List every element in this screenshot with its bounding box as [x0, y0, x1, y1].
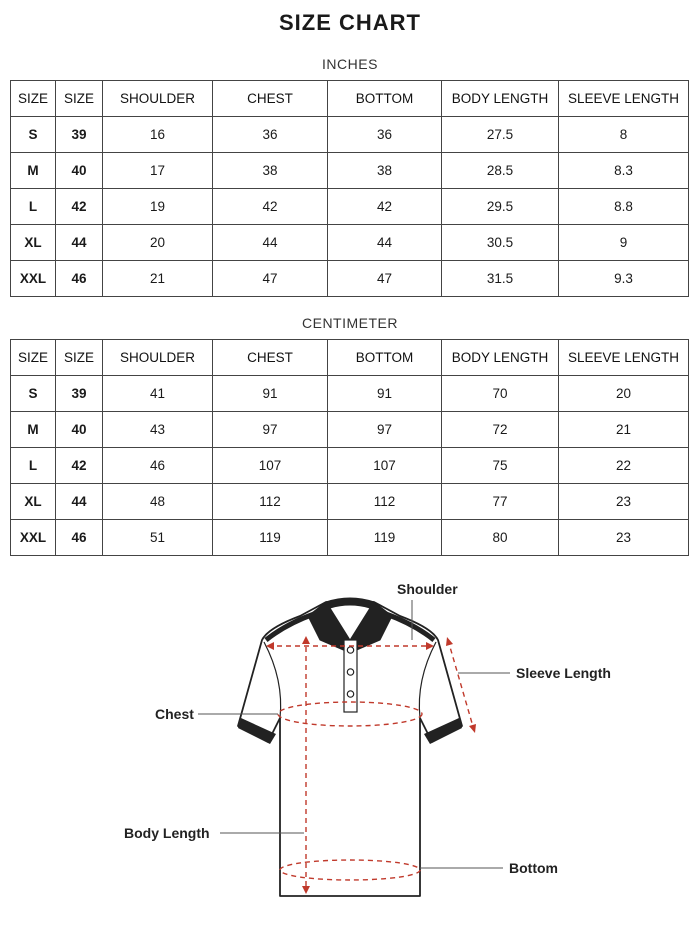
chest-label: Chest [155, 706, 194, 722]
measurement-cell: 38 [328, 153, 442, 189]
table-row [11, 520, 689, 556]
size-label-cell: S [11, 117, 56, 153]
measurement-cell: 19 [103, 189, 213, 225]
size-label-cell: L [11, 189, 56, 225]
column-header: BOTTOM [328, 340, 442, 376]
measurement-cell: 119 [213, 520, 328, 556]
measurement-cell: 51 [103, 520, 213, 556]
table-row [11, 448, 689, 484]
measurement-cell: 43 [103, 412, 213, 448]
table-row [11, 153, 689, 189]
measurement-cell: 23 [559, 520, 689, 556]
size-table-centimeter [10, 339, 689, 556]
measurement-cell: 91 [328, 376, 442, 412]
size-number-cell: 42 [56, 189, 103, 225]
column-header: SLEEVE LENGTH [559, 81, 689, 117]
measurement-cell: 107 [328, 448, 442, 484]
table-row [11, 189, 689, 225]
measurement-cell: 8.3 [559, 153, 689, 189]
table-caption-centimeter: CENTIMETER [302, 315, 398, 331]
measurement-cell: 80 [442, 520, 559, 556]
measurement-cell: 42 [328, 189, 442, 225]
size-number-cell: 46 [56, 520, 103, 556]
measurement-cell: 75 [442, 448, 559, 484]
column-header: SHOULDER [103, 81, 213, 117]
measurement-cell: 21 [103, 261, 213, 297]
measurement-cell: 112 [213, 484, 328, 520]
measurement-cell: 17 [103, 153, 213, 189]
button-icon [347, 669, 353, 675]
measurement-cell: 46 [103, 448, 213, 484]
table-header-row [11, 340, 689, 376]
measurement-cell: 27.5 [442, 117, 559, 153]
measurement-cell: 72 [442, 412, 559, 448]
measurement-cell: 9 [559, 225, 689, 261]
size-label-cell: XXL [11, 261, 56, 297]
table-header-row [11, 81, 689, 117]
measurement-cell: 36 [328, 117, 442, 153]
measurement-cell: 31.5 [442, 261, 559, 297]
button-icon [347, 691, 353, 697]
measurement-cell: 23 [559, 484, 689, 520]
measurement-cell: 44 [328, 225, 442, 261]
measurement-cell: 70 [442, 376, 559, 412]
size-number-cell: 44 [56, 225, 103, 261]
body-length-label: Body Length [124, 825, 210, 841]
column-header: SHOULDER [103, 340, 213, 376]
arrow-icon [469, 724, 476, 733]
size-label-cell: XXL [11, 520, 56, 556]
table-row [11, 376, 689, 412]
size-label-cell: L [11, 448, 56, 484]
size-number-cell: 42 [56, 448, 103, 484]
table-row [11, 117, 689, 153]
table-row [11, 261, 689, 297]
measurement-cell: 97 [213, 412, 328, 448]
table-row [11, 225, 689, 261]
column-header: SIZE [56, 340, 103, 376]
sleeve-length-label: Sleeve Length [516, 665, 611, 681]
measurement-cell: 22 [559, 448, 689, 484]
measurement-cell: 107 [213, 448, 328, 484]
measurement-cell: 20 [103, 225, 213, 261]
table-row [11, 412, 689, 448]
measurement-cell: 91 [213, 376, 328, 412]
size-label-cell: XL [11, 484, 56, 520]
column-header: SIZE [11, 81, 56, 117]
column-header: SLEEVE LENGTH [559, 340, 689, 376]
size-table-inches [10, 80, 689, 297]
measurement-cell: 97 [328, 412, 442, 448]
measurement-cell: 29.5 [442, 189, 559, 225]
polo-shirt-measurement-diagram [0, 560, 700, 933]
measurement-cell: 20 [559, 376, 689, 412]
measurement-cell: 38 [213, 153, 328, 189]
arrow-icon [446, 637, 453, 646]
bottom-label: Bottom [509, 860, 558, 876]
measurement-cell: 8.8 [559, 189, 689, 225]
button-icon [347, 647, 353, 653]
measurement-cell: 47 [213, 261, 328, 297]
measurement-cell: 9.3 [559, 261, 689, 297]
column-header: BODY LENGTH [442, 81, 559, 117]
measurement-cell: 112 [328, 484, 442, 520]
size-number-cell: 40 [56, 412, 103, 448]
size-number-cell: 39 [56, 117, 103, 153]
size-number-cell: 39 [56, 376, 103, 412]
shoulder-label: Shoulder [397, 581, 458, 597]
measurement-cell: 42 [213, 189, 328, 225]
size-number-cell: 40 [56, 153, 103, 189]
column-header: CHEST [213, 340, 328, 376]
measurement-cell: 44 [213, 225, 328, 261]
size-number-cell: 46 [56, 261, 103, 297]
column-header: SIZE [56, 81, 103, 117]
column-header: CHEST [213, 81, 328, 117]
measurement-cell: 119 [328, 520, 442, 556]
measurement-cell: 8 [559, 117, 689, 153]
measurement-cell: 36 [213, 117, 328, 153]
measurement-cell: 16 [103, 117, 213, 153]
column-header: BOTTOM [328, 81, 442, 117]
measurement-cell: 28.5 [442, 153, 559, 189]
size-label-cell: XL [11, 225, 56, 261]
size-number-cell: 44 [56, 484, 103, 520]
page-title: SIZE CHART [279, 10, 421, 35]
table-row [11, 484, 689, 520]
measurement-cell: 30.5 [442, 225, 559, 261]
size-label-cell: S [11, 376, 56, 412]
table-caption-inches: INCHES [322, 56, 378, 72]
size-label-cell: M [11, 412, 56, 448]
measurement-cell: 47 [328, 261, 442, 297]
measurement-cell: 48 [103, 484, 213, 520]
measurement-cell: 41 [103, 376, 213, 412]
column-header: BODY LENGTH [442, 340, 559, 376]
size-label-cell: M [11, 153, 56, 189]
column-header: SIZE [11, 340, 56, 376]
measurement-cell: 77 [442, 484, 559, 520]
measurement-cell: 21 [559, 412, 689, 448]
